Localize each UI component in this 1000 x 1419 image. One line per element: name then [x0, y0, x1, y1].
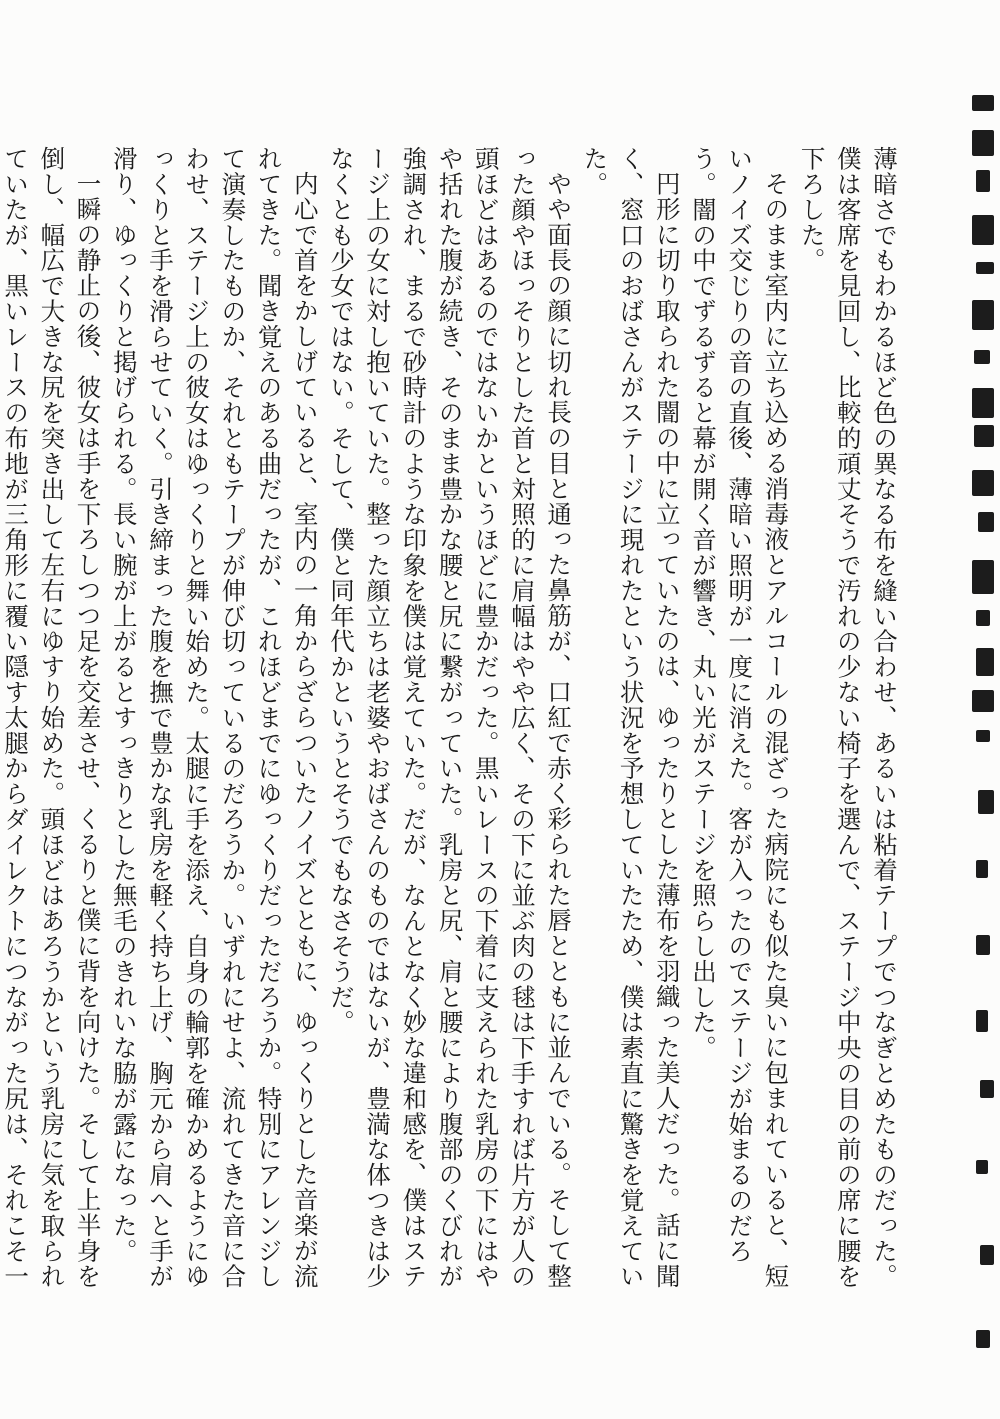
- paragraph-5: 内心で首をかしげていると、室内の一角からざらついたノイズとともに、ゆっくりとした音楽が流れてきた。聞き覚えのある曲だったが、これほどまでにゆっくりだっただろうか。特別にアレンジして演奏したものか、それともテープが伸び切っているのだろうか。いずれにせよ、流れてきた音に合わせ、ステージ上の彼女はゆっくりと舞い始めた。太腿に手を添え、自身の輪郭を確かめるようにゆっくりと手を滑らせていく。引き締まった腹を撫で豊かな乳房を軽く持ち上げ、胸元から肩へと手が滑り、ゆっくりと掲げられる。長い腕が上がるとすっきりとした無毛のきれいな脇が露になった。: [109, 146, 320, 1289]
- paragraph-3: 円形に切り取られた闇の中に立っていたのは、ゆったりとした薄布を羽織った美人だった。話に聞く、窓口のおばさんがステージに現れたという状況を予想していたため、僕は素直に驚きを覚えていた。: [580, 146, 682, 1289]
- body-text: [1, 146, 902, 1296]
- paragraph-6: 一瞬の静止の後、彼女は手を下ろしつつ足を交差させ、くるりと僕に背を向けた。そして上半身を倒し、幅広で大きな尻を突き出して左右にゆすり始めた。頭ほどはあろうかという乳房に気を取られていたが、黒いレースの布地が三角形に覆い隠す太腿からダイレクトにつながった尻は、それこそ一: [1, 146, 103, 1289]
- scan-edge-bleed: [962, 0, 1000, 1419]
- paragraph-4: やや面長の顔に切れ長の目と通った鼻筋が、口紅で赤く彩られた唇とともに並んでいる。そして整った顔やほっそりとした首と対照的に肩幅はやや広く、その下に並ぶ肉の毬は下手すれば片方が人の頭ほどはあるのではないかというほどに豊かだった。黒いレースの下着に支えられた乳房の下にはやや括れた腹が続き、そのまま豊かな腰と尻に繋がっていた。乳房と尻、肩と腰により腹部のくびれが強調され、まるで砂時計のような印象を僕は覚えていた。だが、なんとなく妙な違和感を、僕はステージ上の女に対し抱いていた。整った顔立ちは老婆やおばさんのものではないが、豊満な体つきは少なくとも少女ではない。そして、僕と同年代かというとそうでもなさそうだ。: [326, 146, 574, 1290]
- paragraph-1: 薄暗さでもわかるほど色の異なる布を縫い合わせ、あるいは粘着テープでつなぎとめたものだった。僕は客席を見回し、比較的頑丈そうで汚れの少ない椅子を選んで、ステージ中央の目の前の席に腰を下ろした。: [797, 146, 899, 1289]
- paragraph-2: そのまま室内に立ち込める消毒液とアルコールの混ざった病院にも似た臭いに包まれていると、短いノイズ交じりの音の直後、薄暗い照明が一度に消えた。客が入ったのでステージが始まるのだろう。闇の中でずるずると幕が開く音が響き、丸い光がステージを照らし出した。: [688, 146, 791, 1289]
